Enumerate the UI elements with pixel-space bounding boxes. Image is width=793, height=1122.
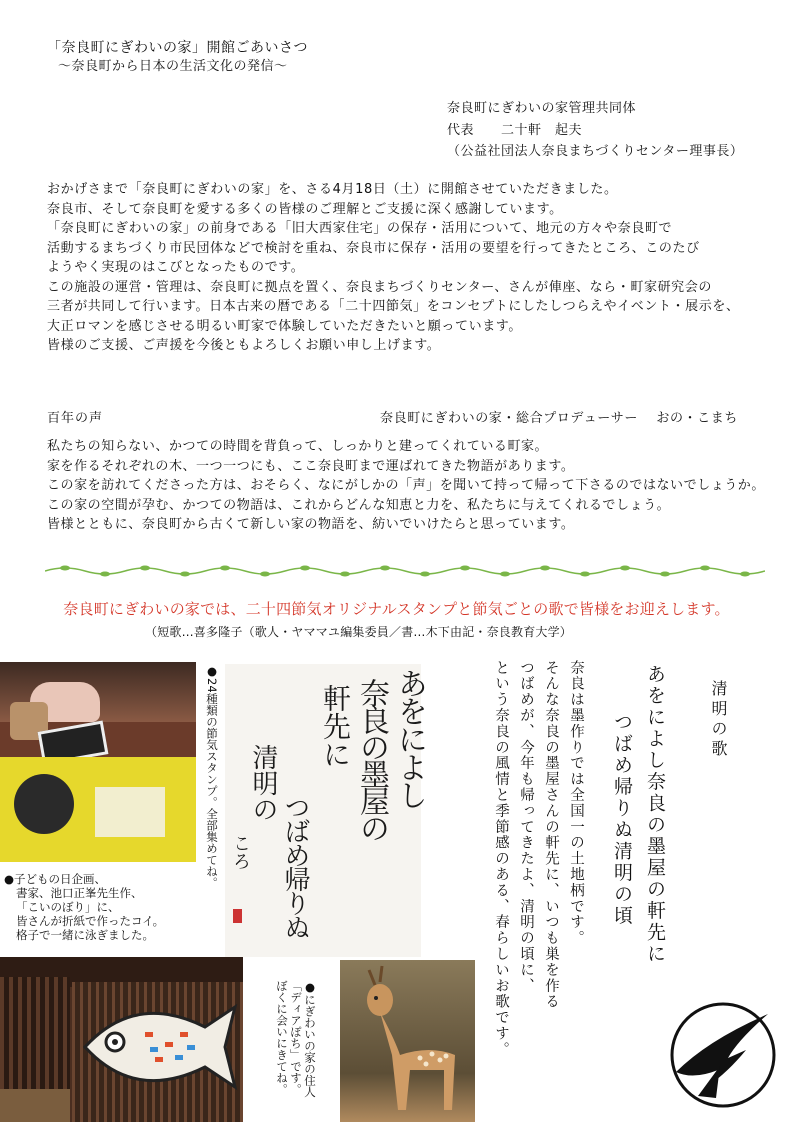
commentary-line: 奈良は墨作りでは全国一の土地柄です。 bbox=[568, 660, 584, 947]
hundred-years-text bbox=[47, 437, 765, 535]
calligraphy-column: 軒先に bbox=[319, 684, 352, 768]
seal-stamp bbox=[233, 909, 242, 923]
greeting-line: 三者が共同して行います。日本古来の暦である「二十四節気」をコンセプトにしたしつらえやイベント・展示を、 bbox=[47, 299, 740, 314]
stamp-card bbox=[95, 787, 165, 837]
poem-commentary bbox=[488, 660, 588, 1100]
producer-credit: 奈良町にぎわいの家・総合プロデューサー おの・こまち bbox=[380, 411, 738, 426]
calligraphy-scroll bbox=[225, 664, 427, 957]
greeting-line: 「奈良町にぎわいの家」の前身である「旧大西家住宅」の保存・活用について、地元の方々や奈良町で bbox=[47, 221, 673, 236]
text-line: 私たちの知らない、かつての時間を背負って、しっかりと建ってくれている町家。 bbox=[47, 439, 549, 454]
calligraphy-column: つばめ帰りぬ bbox=[280, 794, 310, 938]
greeting-line: おかげさまで「奈良町にぎわいの家」を、さる4月18日（土）に開館させていただきました。 bbox=[47, 182, 618, 197]
commentary-line: という奈良の風情と季節感のある、春らしいお歌です。 bbox=[493, 660, 509, 1058]
representative: 代表 二十軒 起夫 bbox=[447, 122, 583, 138]
section-heading: 百年の声 bbox=[47, 411, 104, 426]
caption-line: 「こいのぼり」に、 bbox=[16, 900, 120, 914]
vine-divider bbox=[45, 562, 765, 578]
poem-line-1: あをによし奈良の墨屋の軒先に bbox=[644, 664, 666, 965]
stamp-banner: 奈良町にぎわいの家では、二十四節気オリジナルスタンプと節気ごとの歌で皆様をお迎えします。 bbox=[63, 600, 730, 618]
caption-line: 「ディアぽち」です。 bbox=[289, 980, 303, 1095]
affiliation: （公益社団法人奈良まちづくりセンター理事長） bbox=[447, 144, 744, 159]
caption-line: ●子どもの日企画、 bbox=[4, 872, 107, 886]
poem-credit: （短歌…喜多隆子（歌人・ヤママユ編集委員／書…木下由記・奈良教育大学） bbox=[145, 625, 573, 639]
greeting-line: 大正ロマンを感じさせる明るい町家で体験していただきたいと願っています。 bbox=[47, 318, 522, 334]
swallow-logo-icon bbox=[668, 1000, 778, 1110]
calligraphy-column: 清明の bbox=[248, 744, 278, 822]
koi-fish-icon bbox=[75, 987, 240, 1107]
greeting-line: 奈良市、そして奈良町を愛する多くの皆様のご理解とご支援に深く感謝しています。 bbox=[47, 201, 563, 217]
caption-line: 皆さんが折紙で作ったコイ。 bbox=[16, 914, 165, 928]
organization-block bbox=[447, 98, 743, 163]
deer-figure-icon bbox=[340, 960, 475, 1122]
greeting-line: 皆様のご支援、ご声援を今後ともよろしくお願い申し上げます。 bbox=[47, 338, 441, 353]
caption-line: ●にぎわいの家の住人 bbox=[303, 980, 317, 1098]
commentary-line: つばめが、今年も帰ってきたよ、清明の頃に、 bbox=[518, 660, 534, 994]
greeting-line: この施設の運営・管理は、奈良町に拠点を置く、奈良まちづくりセンター、さんが俥座、なら・町家研究会の bbox=[47, 279, 712, 295]
koi-lattice-photo bbox=[0, 957, 243, 1122]
calligraphy-column: ころ bbox=[230, 834, 251, 870]
calligraphy-column: 奈良の墨屋の bbox=[354, 678, 389, 840]
organization-name: 奈良町にぎわいの家管理共同体 bbox=[447, 101, 637, 116]
greeting-line: ようやく実現のはこびとなったものです。 bbox=[47, 260, 305, 275]
page-title: 「奈良町にぎわいの家」開館ごあいさつ bbox=[47, 40, 308, 56]
poem-title: 清明の歌 bbox=[709, 680, 728, 760]
poem-line-2: つばめ帰りぬ清明の頃 bbox=[611, 712, 633, 927]
greeting-text bbox=[47, 180, 740, 356]
text-line: 家を作るそれぞれの木、一つ一つにも、ここ奈良町まで運ばれてきた物語があります。 bbox=[47, 458, 575, 474]
text-line: この家の空間が孕む、かつての物語は、これからどんな知恵と力を、私たちに与えてくれるでしょう。 bbox=[47, 497, 671, 513]
caption-line: ぼくに会いにきてね。 bbox=[275, 980, 289, 1095]
greeting-line: 活動するまちづくり市民団体などで検討を重ね、奈良市に保存・活用の要望を行ってきたところ、このたび bbox=[47, 240, 700, 256]
stamp-photo bbox=[0, 662, 196, 862]
koi-caption bbox=[4, 872, 164, 942]
caption-line: 書家、池口正峯先生作、 bbox=[16, 886, 143, 900]
text-line: この家を訪れてくださった方は、おそらく、なにがしかの「声」を聞いて持って帰って下さるのではないでしょうか。 bbox=[47, 478, 765, 493]
swallow-stamp-icon bbox=[14, 774, 74, 834]
calligraphy-column: あをによし bbox=[392, 668, 427, 808]
stamp-caption: ●24種類の節気スタンプ。全部集めてね。 bbox=[205, 664, 219, 889]
caption-line: 格子で一緒に泳ぎました。 bbox=[16, 928, 154, 942]
commentary-line: そんな奈良の墨屋さんの軒先に、いつも巣を作る bbox=[543, 660, 559, 1010]
deer-photo bbox=[340, 960, 475, 1122]
text-line: 皆様とともに、奈良町から古くて新しい家の物語を、紡いでいけたらと思っています。 bbox=[47, 517, 575, 532]
page-subtitle: ～奈良町から日本の生活文化の発信～ bbox=[58, 59, 288, 74]
deer-caption bbox=[275, 980, 317, 1120]
